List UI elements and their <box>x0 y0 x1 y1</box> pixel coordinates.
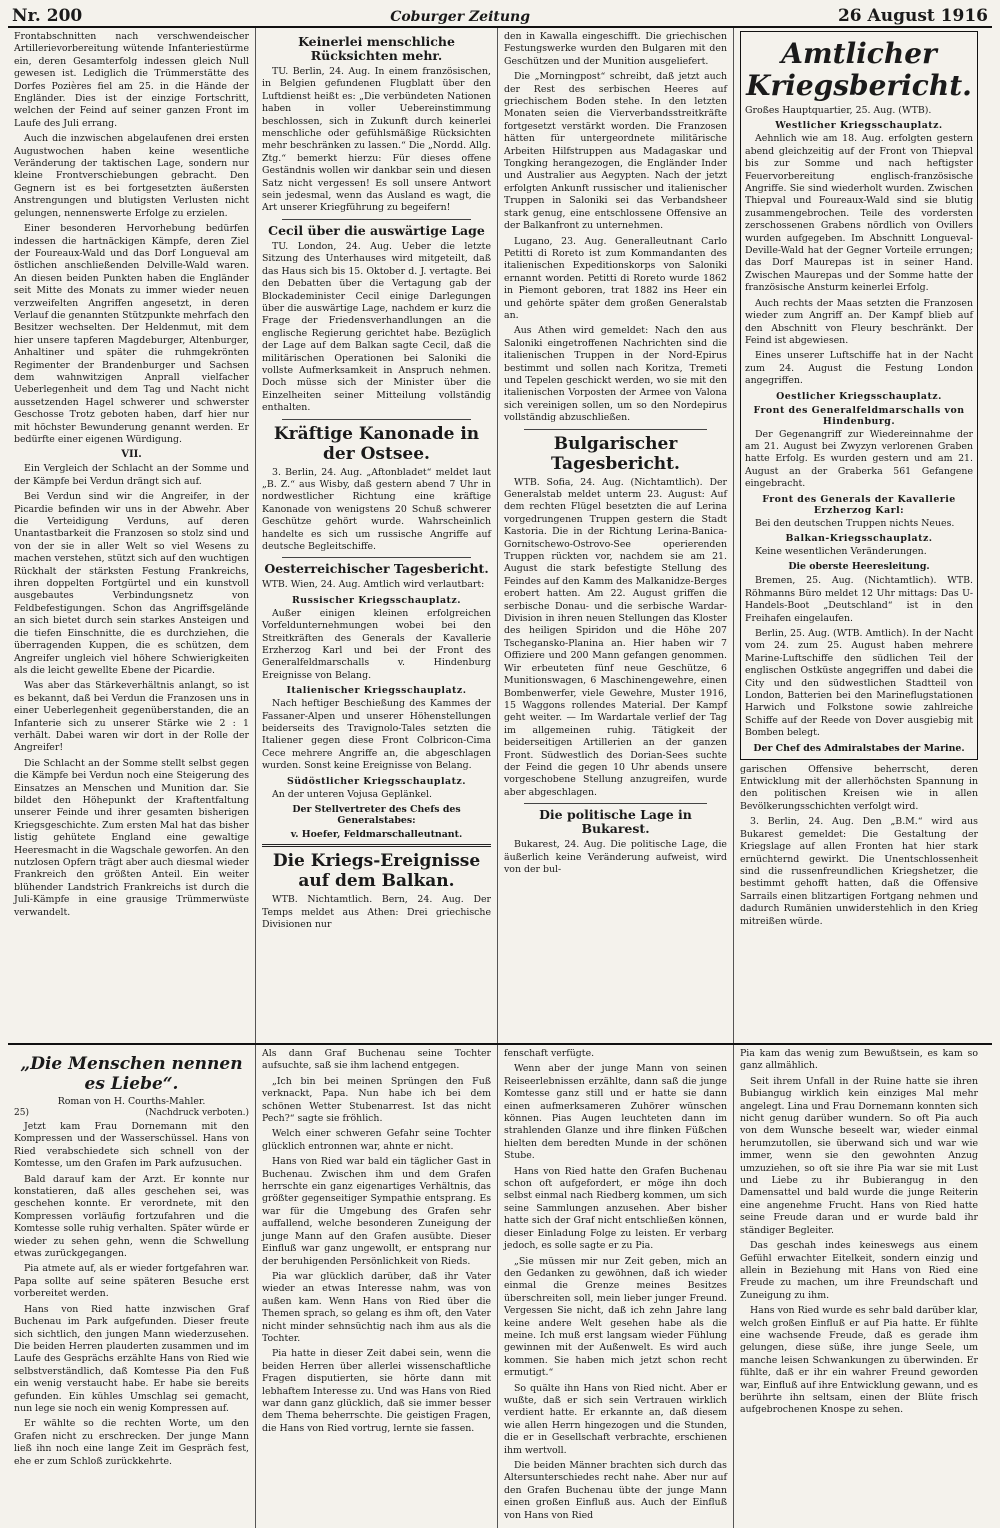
novel-column-3 <box>498 1045 734 1528</box>
article-paragraph: Eines unserer Luftschiffe hat in der Nacht zum 24. August die Festung London angegriffen. <box>745 350 973 387</box>
article-paragraph: Bei Verdun sind wir die Angreifer, in der Picardie befinden wir uns in der Abwehr. Aber die Verteidigung Verduns, auf deren Unantastbarkeit die Franzosen so stolz sind und von der sie in aller Welt so viel Wesens zu machen verstehen, stützt sich auf den wuchtigen Rückhalt der stärksten Festung Frankreichs, ihren doppelten Fortgürtel und ein kunstvoll ausgebautes Verbindungsnetz von Feldbefestigungen. Schon das Angriffsgelände an sich bietet durch sein starkes Ansteigen und die tiefen Einschnitte, die es durchziehen, die überragenden Kuppen, die es schützen, dem Angreifer ungleich viel höhere Schwierigkeiten als die leicht gewellte Ebene der Picardie. <box>14 491 249 676</box>
reprint-text: (Nachdruck verboten.) <box>145 1108 249 1118</box>
article-paragraph: Die Schlacht an der Somme stellt selbst gegen die Kämpfe bei Verdun noch eine Steigerung des Einsatzes an Menschen und Munition dar. Sie bildet den Höhepunkt der Kraftentfaltung unserer Feinde und ihrer gesamten bisherigen Kriegsgeschichte. Zum ersten Mal hat das bisher listig gehütete England eine gewaltige Heeresmacht in die Wagschale geworfen. An den nutzlosen Opfern trägt aber auch diesmal wieder Frankreich den größten Anteil. Ein weiter blühender Landstrich Frankreichs ist durch die Juli-Kämpfe in eine grausige Trümmerwüste verwandelt. <box>14 757 249 918</box>
article-paragraph: Berlin, 25. Aug. (WTB. Amtlich). In der Nacht vom 24. zum 25. August haben mehrere Marine-Luftschiffe den südlichen Teil der englischen Ostküste angegriffen und dabei die City und den südwestlichen Stadtteil von London, Batterien bei den Marineflugstationen Harwich und Folkstone sowie zahlreiche Schiffe auf der Reede von Dover ausgiebig mit Bomben belegt. <box>745 628 973 739</box>
headline-austrian-report: Oesterreichischer Tagesbericht. <box>264 561 489 577</box>
official-report-box <box>740 31 978 760</box>
signature-name: v. Hoefer, Feldmarschalleutnant. <box>290 829 463 841</box>
signature-high-command: Die oberste Heeresleitung. <box>788 561 930 573</box>
headline-baltic-cannonade: Kräftige Kanonade in der Ostsee. <box>273 423 480 464</box>
novel-byline: Roman von H. Courths-Mahler. <box>57 1096 206 1107</box>
subheading-balkan-front: Balkan-Kriegsschauplatz. <box>785 532 933 544</box>
serial-novel-section <box>8 1045 992 1521</box>
novel-paragraph: Jetzt kam Frau Dornemann mit den Kompressen und der Wasserschüssel. Hans von Ried verabschiedete sich schnell von der Komtesse, um den Grafen im Park aufzusuchen. <box>14 1121 249 1170</box>
subheading-hindenburg-front: Front des Generalfeldmarschalls von Hindenburg. <box>753 404 965 427</box>
article-paragraph: Außer einigen kleinen erfolgreichen Vorfeldunternehmungen wobei bei den Streitkräften des Generals der Kavallerie Erzherzog Karl und bei der Front des Generalfeldmarschalls v. Hindenburg Ereignisse von Belang. <box>262 607 491 681</box>
novel-paragraph: Pia atmete auf, als er wieder fortgefahren war. Papa sollte auf seine späteren Besuche erst vorbereitet werden. <box>14 1263 249 1300</box>
subheading-eastern-front: Oestlicher Kriegsschauplatz. <box>776 390 942 402</box>
article-paragraph: Nach heftiger Beschießung des Kammes der Fassaner-Alpen und unserer Höhenstellungen beiderseits des Travignolo-Tales setzten die Italiener gegen diese Front Colbricon-Cima Cece mehrere Angriffe an, die abgeschlagen wurden. Sonst keine Ereignisse von Belang. <box>262 698 491 772</box>
divider <box>524 803 707 804</box>
article-dateline: Großes Hauptquartier, 25. Aug. (WTB). <box>745 105 932 116</box>
subheading-karl-front: Front des Generals der Kavallerie Erzherzog Karl: <box>762 493 956 516</box>
article-paragraph: garischen Offensive beherrscht, deren Entwicklung mit der allerhöchsten Spannung in den politischen Kreisen wie in allen Bevölkerungsschichten verfolgt wird. <box>740 763 978 812</box>
newspaper-name: Coburger Zeitung <box>390 9 531 25</box>
article-paragraph: Aehnlich wie am 18. Aug. erfolgten gestern abend gleichzeitig auf der Front von Thiepval bis zur Somme und nach heftigster Feuervorbereitung englisch-französische Angriffe. Sie sind wiederholt wurden. Zwischen Thiepval und Foureaux-Wald sind sie blutig zusammengebrochen. Teile des vordersten zerschossenen Grabens nördlich von Ovillers wurden aufgegeben. Im Abschnitt Longueval-Deville-Wald hat der Gegner Vorteile errungen; das Dorf Maurepas ist in seiner Hand. Zwischen Maurepas und der Somme hatte der französische Ansturm keinerlei Erfolg. <box>745 133 973 294</box>
novel-paragraph: Pia war glücklich darüber, daß ihr Vater wieder an etwas Interesse nahm, was von außen kam. Wenn Hans von Ried über die Themen sprach, so gelang es ihm oft, den Vater nicht minder sehnsüchtig nach ihm aus als die Tochter. <box>262 1270 491 1344</box>
novel-paragraph: Bald darauf kam der Arzt. Er konnte nur konstatieren, daß alles geschehen sei, was geschehen konnte. Er verordnete, mit den Kompressen vorläufig fortzufahren und die Komtesse solle ruhig verhalten. Später würde er wieder zu sehen gehn, wenn die Schwellung etwas zurückgegangen. <box>14 1173 249 1260</box>
article-paragraph: TU. London, 24. Aug. Ueber die letzte Sitzung des Unterhauses wird mitgeteilt, daß das Haus sich bis 15. Oktober d. J. vertagte. Bei den Debatten über die Vertagung gab der Blockademinister Cecil einige Darlegungen über die auswärtige Lage, nachdem er kurz die Frage der Friedensverhandlungen an die englische Regierung gerichtet habe. Bezüglich der Lage auf dem Balkan sagte Cecil, daß die militärischen Operationen bei Saloniki die vollste Aufmerksamkeit in Anspruch nehmen. Doch müsse sich der Minister über die Einzelheiten seiner Mitteilung vollständig enthalten. <box>262 240 491 414</box>
article-paragraph: Frontabschnitten nach verschwendeischer Artillerievorbereitung wütende Infanteriestürme ein, deren Gesamterfolg indessen gleich Null gewesen ist. Lediglich die Trümmerstätte des Dorfes Pozières fiel am 25. in die Hände der Engländer. Dies ist der einzige Fortschritt, welchen der Feind auf seiner ganzen Front im Laufe des Juli errang. <box>14 31 249 129</box>
novel-paragraph: Pia hatte in dieser Zeit dabei sein, wenn die beiden Herren über allerlei wissenschaftliche Fragen disputierten, sie hörte dann mit lebhaftem Interesse zu. Und was Hans von Ried war dann ganz glücklich, daß sie immer besser dem Thema beherrschte. Die geistigen Fragen, die Hans von Ried vortrug, lernte sie fassen. <box>262 1348 491 1434</box>
signature-line: Der Stellvertreter des Chefs des Generalstabes: <box>292 804 461 827</box>
signature-admiralty: Der Chef des Admiralstabes der Marine. <box>753 742 965 754</box>
article-paragraph: Aus Athen wird gemeldet: Nach den aus Saloniki eingetroffenen Nachrichten sind die italienischen Truppen in der Nord-Epirus bestimmt und sollen nach Koritza, Tremeti und Tepelen geschickt werden, wo sie mit den italienischen Vorposten der Armee von Valona sich vereinigen sollen, um so den Nordepirus vollständig abzuschließen. <box>504 325 727 424</box>
novel-column-4 <box>734 1045 984 1528</box>
subheading-russian-front: Russischer Kriegsschauplatz. <box>292 594 461 606</box>
headline-bulgarian-report: Bulgarischer Tagesbericht. <box>551 433 680 474</box>
article-paragraph: Einer besonderen Hervorhebung bedürfen indessen die hartnäckigen Kämpfe, deren Ziel der Foureaux-Wald und das Dorf Longueval am östlichen anschließenden Delville-Wald waren. An diesen beiden Punkten haben die Engländer seit Mitte des Monats zu immer wieder neuen verzweifelten Angriffen angesetzt, in deren Verlauf die genannten Stützpunkte mehrfach den Besitzer wechselten. Der Heldenmut, mit dem hier unsere tapferen Magdeburger, Altenburger, Anhaltiner und später die ruhmgekrönten Regimenter der Brandenburger und Sachsen dem wahnwitzigen Anprall vielfacher Ueberlegenheit und dem Tag und Nacht nicht aussetzenden Hagel schwerer und schwerster Geschosse Trotz geboten haben, darf hier nur mit höchster Bewunderung genannt werden. Er bedürfte einer eigenen Würdigung. <box>14 223 249 445</box>
novel-paragraph: Hans von Ried hatte den Grafen Buchenau schon oft aufgefordert, er möge ihn doch selbst einmal nach Riedberg kommen, um sich seine Sammlungen anzusehen. Aber bisher hatte sich der Graf nicht entschließen können, dieser Einladung Folge zu leisten. Er verbarg jedoch, es solle sagte er zu Pia. <box>504 1165 727 1252</box>
novel-column-1 <box>8 1045 256 1528</box>
novel-paragraph: „Sie müssen mir nur Zeit geben, mich an den Gedanken zu gewöhnen, daß ich wieder einmal die Grenze meines Besitzes überschreiten soll, mein lieber junger Freund. Vergessen Sie nicht, daß ich zehn Jahre lang keine andere Welt gesehen habe als die meine. Ich muß erst langsam wieder Fühlung gewinnen mit der Außenwelt. Es wird auch kommen. Sie haben mich jetzt schon recht ermutigt.“ <box>504 1255 727 1379</box>
novel-paragraph: Hans von Ried wurde es sehr bald darüber klar, welch großen Einfluß er auf Pia hatte. Er fühlte eine wachsende Freude, daß es gerade ihm gelungen, diese süße, ihre junge Seele, um manche leisen Schwankungen zu überwinden. Er fühlte, daß er ihr ein wahrer Freund geworden war, Einfluß auf ihre Entwicklung gewann, und es berührte ihn seltsam, einen der Blüte frisch aufgebrochenen Knospe zu sehen. <box>740 1305 978 1416</box>
novel-paragraph: Hans von Ried hatte inzwischen Graf Buchenau im Park aufgefunden. Dieser freute sich sichtlich, den jungen Mann wiederzusehen. Die beiden Herren plauderten zusammen und im Laufe des Gesprächs erzählte Hans von Ried wie selbstverständlich, daß Komtesse Pia den Fuß ein wenig verstaucht habe. Er habe sie bereits gefunden. Ein kühles Umschlag sei gemacht, nun lege sie noch ein wenig Kompressen auf. <box>14 1303 249 1414</box>
article-paragraph: Auch rechts der Maas setzten die Franzosen wieder zum Angriff an. Der Kampf blieb auf den Abschnitt von Fleury beschränkt. Der Feind ist abgewiesen. <box>745 297 973 346</box>
article-paragraph: Auch die inzwischen abgelaufenen drei ersten Augustwochen haben keine wesentliche Veränderung der taktischen Lage, sondern nur kleine Frontverschiebungen gebracht. Den Gegnern ist es bei fortgesetzten äußersten Anstrengungen und blutigsten Verlusten nicht gelungen, nennenswerte Erfolge zu erzielen. <box>14 133 249 219</box>
subheading-western-front: Westlicher Kriegsschauplatz. <box>775 120 943 132</box>
reprint-notice <box>14 1108 249 1118</box>
novel-paragraph: fenschaft verfügte. <box>504 1048 595 1059</box>
article-paragraph: Der Gegenangriff zur Wiedereinnahme der am 21. August bei Zwyzyn verlorenen Graben hatte Erfolg. Es wurden gestern und am 21. August an der Graberka 561 Gefangene eingebracht. <box>745 428 973 490</box>
novel-paragraph: Hans von Ried war bald ein täglicher Gast in Buchenau. Zwischen ihm und dem Grafen herrschte ein ganz eigenartiges Verhältnis, das größter gegenseitiger Sympathie entsprang. Es war für die Umgebung des Grafen sehr auffallend, welche besonderen Zuneigung der junge Mann auf den Grafen ausübte. Dieser Einfluß war ganz ungewollt, er entsprang nur der beruhigenden Persönlichkeit von Rieds. <box>262 1156 491 1267</box>
article-paragraph: Ein Vergleich der Schlacht an der Somme und der Kämpfe bei Verdun drängt sich auf. <box>14 463 249 487</box>
divider <box>282 419 471 420</box>
article-paragraph: An der unteren Vojusa Geplänkel. <box>272 788 432 800</box>
novel-column-2 <box>256 1045 498 1528</box>
novel-paragraph: Welch einer schweren Gefahr seine Tochter glücklich entronnen war, ahnte er nicht. <box>262 1128 491 1152</box>
article-paragraph: 3. Berlin, 24. Aug. Den „B.M.“ wird aus Bukarest gemeldet: Die Gestaltung der Kriegslage auf allen Fronten hat hier stark ernüchternd gewirkt. Die Unentschlossenheit sind die russenfreundlichen Kriegshetzer, die bestimmt gehofft hatten, daß die Offensive Sarrails einen blitzartigen Fortgang nehmen und dadurch Rumänien unwiderstehlich in den Krieg mitreißen würde. <box>740 816 978 927</box>
novel-paragraph: Er wählte so die rechten Worte, um den Grafen nicht zu erschrecken. Der junge Mann ließ ihn noch eine lange Zeit im Gespräch fest, ehe er zum Schloß zurückkehrte. <box>14 1418 249 1467</box>
divider <box>282 557 471 558</box>
novel-paragraph: Wenn aber der junge Mann von seinen Reiseerlebnissen erzählte, dann saß die junge Komtesse ganz still und er hatte sie dann einen aufmerksameren Zuhörer wünschen können. Pias Augen leuchteten dann im strahlenden Glanze und ihre flinken Füßchen hielten dem beredten Munde in der schönen Stube. <box>504 1063 727 1162</box>
article-paragraph: WTB. Nichtamtlich. Bern, 24. Aug. Der Temps meldet aus Athen: Drei griechische Divisionen nur <box>262 894 491 930</box>
issue-number: Nr. 200 <box>12 6 83 26</box>
divider <box>282 219 471 220</box>
headline-cecil: Cecil über die auswärtige Lage <box>268 222 485 238</box>
column-4 <box>734 28 984 1043</box>
headline-no-consideration: Keinerlei menschliche Rücksichten mehr. <box>298 34 455 63</box>
novel-paragraph: Als dann Graf Buchenau seine Tochter aufsuchte, saß sie ihm lachend entgegen. <box>262 1048 491 1072</box>
column-1 <box>8 28 256 1043</box>
headline-official-report: Amtlicher Kriegsbericht. <box>746 37 972 102</box>
article-paragraph: Bukarest, 24. Aug. Die politische Lage, die äußerlich keine Veränderung aufweist, wird von der bul- <box>504 839 727 875</box>
subheading-southeast-front: Südöstlicher Kriegsschauplatz. <box>286 775 467 787</box>
novel-paragraph: So quälte ihn Hans von Ried nicht. Aber er wußte, daß er sich sein Vertrauen wirklich verdient hatte. Er erkannte an, daß diesem wie allen Herrn hingezogen und die Stunden, die er in Gesellschaft verbrachte, erschienen ihm wertvoll. <box>504 1382 727 1456</box>
novel-paragraph: Pia kam das wenig zum Bewußtsein, es kam so ganz allmählich. <box>740 1048 978 1072</box>
article-paragraph: Bei den deutschen Truppen nichts Neues. <box>755 517 955 529</box>
masthead <box>8 6 992 28</box>
novel-paragraph: Die beiden Männer brachten sich durch das Altersunterschiedes recht nahe. Aber nur auf den Grafen Buchenau übte der junge Mann einen großen Einfluß aus. Auch der Einfluß von Hans von Ried <box>504 1460 727 1521</box>
news-section <box>8 28 992 1045</box>
column-3 <box>498 28 734 1043</box>
headline-bucharest: Die politische Lage in Bukarest. <box>539 807 692 837</box>
article-paragraph: Die „Morningpost“ schreibt, daß jetzt auch der Rest des serbischen Heeres auf griechischem Boden stehe. In den letzten Monaten seien die Vierverbandsstreitkräfte fortgesetzt verstärkt worden. Die Franzosen hätten für untergeordnete militärische Arbeiten Hilfstruppen aus Madagaskar und Tongking herangezogen, die Engländer Inder und Australier aus Aegypten. Nach der jetzt erfolgten Ankunft russischer und italienischer Truppen in Saloniki sei das Verbandsheer stark genug, eine entschlossene Offensive an der Balkanfront zu unternehmen. <box>504 71 727 232</box>
subheading-italian-front: Italienischer Kriegsschauplatz. <box>286 685 467 697</box>
novel-paragraph: Seit ihrem Unfall in der Ruine hatte sie ihren Bubiangug wirklich kein einziges Mal mehr angelegt. Lina und Frau Dornemann konnten sich nicht genug darüber wundern. So oft Pia auch von dem Wunsche beseelt war, wieder einmal herumzutollen, sie überwand sich und war wie immer, wenn sie den gewohnten Anzug umzuziehen, so oft sie ihre Pia war sie mit Lust und Liebe zu ihr Bubierangug in den Damensattel und bald wurde die junge Reiterin eine angenehme Frucht. Hans von Ried hatte seine Freude daran und er wurde bald ihr ständiger Begleiter. <box>740 1075 978 1236</box>
column-2 <box>256 28 498 1043</box>
novel-paragraph: Das geschah indes keineswegs aus einem Gefühl erwachter Eitelkeit, sondern einzig und allein in Beziehung mit Hans von Ried eine Freude zu machen, um ihre Freundschaft und Zuneigung zu ihm. <box>740 1240 978 1301</box>
article-paragraph: WTB. Wien, 24. Aug. Amtlich wird verlautbart: <box>262 579 485 591</box>
article-paragraph: Bremen, 25. Aug. (Nichtamtlich). WTB. Röhmanns Büro meldet 12 Uhr mittags: Das U-Handels-Boot „Deutschland“ ist in den Freihafen eingelaufen. <box>745 575 973 624</box>
article-paragraph: Keine wesentlichen Veränderungen. <box>755 545 927 557</box>
divider <box>524 429 707 430</box>
article-paragraph: WTB. Sofia, 24. Aug. (Nichtamtlich). Der Generalstab meldet unterm 23. August: Auf dem rechten Flügel besetzten die auf Lerina vorgedrungenen Truppen gestern die Stadt Kastoria. Die in der Richtung Lerina-Banica-Gornitschewo-Ostrovo-See operierenden Truppen rückten vor, nachdem sie am 21. August die stark befestigte Stellung des Feindes auf den Kamm des Malkanidze-Berges erobert hatten. Am 22. August griffen die serbische Donau- und die serbische Wardar-Division in ihren neuen Stellungen das Kloster des heiligen Spiridon und die Höhe 207 Tschegansko-Planina an. Hier haben wir 7 Offiziere und 200 Mann gefangen genommen. Wir erbeuteten fünf neue Geschütze, 6 Munitionswagen, 6 Maschinengewehre, einen Bombenwerfer, viele Gewehre, Muster 1916, 15 Waggons rollendes Material. Der Kampf geht weiter. — Im Wardartale verlief der Tag im allgemeinen ruhig. Tätigkeit der beiderseitigen Artillerien an der ganzen Front. Südwestlich des Dorian-Sees suchte der Feind die gegen 10 Uhr abends unsere vorgeschobene Stellung anzugreifen, wurde aber abgeschlagen. <box>504 476 727 798</box>
article-paragraph: TU. Berlin, 24. Aug. In einem französischen, in Belgien gefundenen Flugblatt über den Luftdienst heißt es: „Die verbündeten Nationen haben in voller Uebereinstimmung beschlossen, sich in Zukunft durch keinerlei menschliche oder gefühlsmäßige Rücksichten mehr beschränken zu lassen.“ Die „Nordd. Allg. Ztg.“ bemerkt hierzu: Für dieses offene Geständnis wollen wir dankbar sein und diesen Satz nicht vergessen! Es soll unsere Antwort sein jedesmal, wenn das Ausland es wagt, die Art unserer Kriegführung zu begeifern! <box>262 66 491 214</box>
article-paragraph: Was aber das Stärkeverhältnis anlangt, so ist es bekannt, daß bei Verdun die Franzosen uns in einer Ueberlegenheit gegenüberstanden, die an Infanterie sich zu unserer Stärke wie 2 : 1 verhält. Dabei waren wir dort in der Rolle der Angreifer! <box>14 680 249 754</box>
article-paragraph: Lugano, 23. Aug. Generalleutnant Carlo Petitti di Roreto ist zum Kommandanten des italienischen Expeditionskorps von Saloniki ernannt worden. Petitti di Roreto wurde 1862 in Piemont geboren, trat 1882 ins Heer ein und gehörte später dem großen Generalstab an. <box>504 235 727 321</box>
novel-title: „Die Menschen nennen es Liebe“. <box>20 1054 243 1094</box>
installment-number: 25) <box>14 1108 29 1118</box>
article-paragraph: 3. Berlin, 24. Aug. „Aftonbladet“ meldet laut „B. Z.“ aus Wisby, daß gestern abend 7 Uhr in nordwestlicher Richtung eine kräftige Kanonade von wenigstens 20 Schuß schwerer Geschütze gehört wurde. Wahrscheinlich handelte es sich um russische Angriffe auf deutsche Begleitschiffe. <box>262 466 491 552</box>
section-number: VII. <box>121 449 142 461</box>
headline-balkan-events: Die Kriegs-Ereignisse auf dem Balkan. <box>272 851 481 892</box>
issue-date: 26 August 1916 <box>837 6 988 26</box>
divider <box>262 844 491 847</box>
article-paragraph: den in Kawalla eingeschifft. Die griechischen Festungswerke wurden den Bulgaren mit den Geschützen und der Munition ausgeliefert. <box>504 31 727 67</box>
novel-paragraph: „Ich bin bei meinen Sprüngen den Fuß verknackt, Papa. Nun habe ich bei dem schönen Wetter Stubenarrest. Ist das nicht Pech?“ sagte sie fröhlich. <box>262 1075 491 1125</box>
